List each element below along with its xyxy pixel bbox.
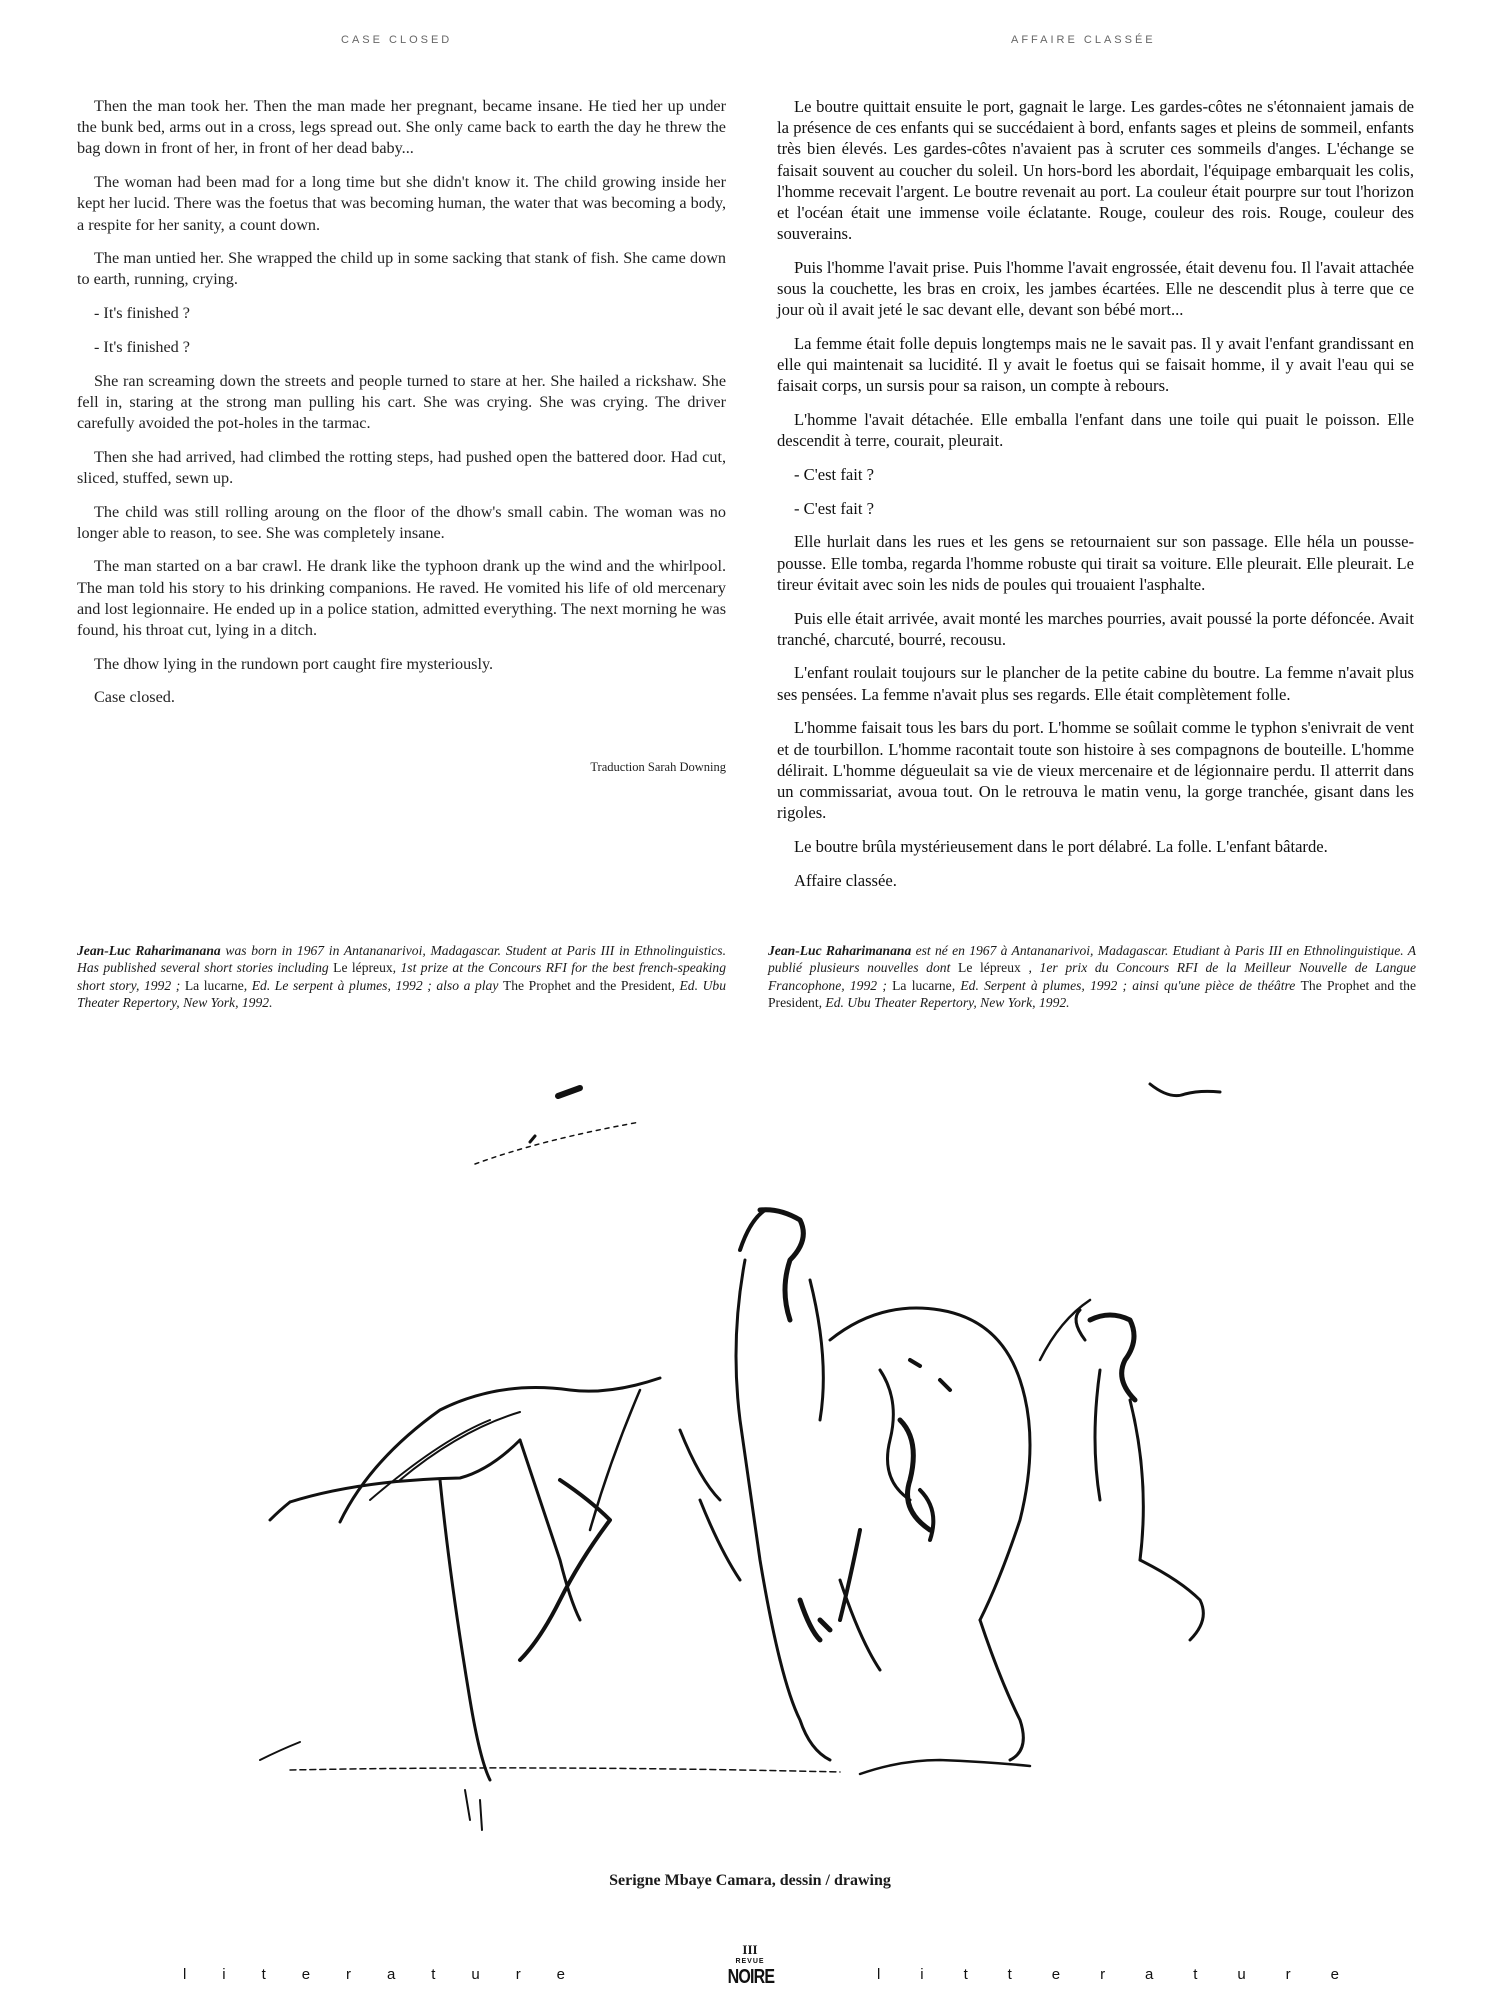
paragraph: Case closed. — [94, 688, 175, 707]
paragraph: The child was still rolling aroung on the floor of the dhow's small cabin. The woman was no longer able to reason, to see. She was completely insane. — [77, 502, 726, 542]
footer-letter: t — [431, 1966, 436, 1983]
footer-letter: e — [1330, 1966, 1339, 1983]
footer-letter: i — [222, 1966, 226, 1983]
paragraph: La femme était folle depuis longtemps mais ne le savait pas. Il y avait l'enfant grandissant en elle qui maintenait sa lucidité. Il y avait le foetus qui se faisait homme, il y avait l'eau qui se faisait corps, un sursis pour sa raison, un compte à rebours. — [777, 334, 1414, 396]
footer-letter: a — [1145, 1966, 1154, 1983]
bio-text: est né en 1967 à Antananarivoi, Madagascar. Etudiant à Paris III en Ethnolinguistique. A publié plusieurs nouvelles dont — [768, 943, 1416, 976]
author-name: Jean-Luc Raharimanana — [77, 943, 221, 958]
paragraph: Le boutre brûla mystérieusement dans le port délabré. La folle. L'enfant bâtarde. — [794, 836, 1328, 856]
running-header-right: AFFAIRE CLASSÉE — [1011, 34, 1156, 46]
french-text-column — [777, 96, 1414, 903]
bio-text: , Ed. Ubu Theater Repertory, New York, 1992. — [818, 994, 1070, 1010]
footer-letter: r — [515, 1966, 521, 1983]
footer-word-right — [877, 1966, 1339, 1983]
paragraph: She ran screaming down the streets and people turned to stare at her. She hailed a rickshaw. She fell in, staring at the strong man pulling his cart. She was crying. She was crying. The driver carefully avoided the pot-holes in the tarmac. — [77, 371, 726, 432]
paragraph: The man untied her. She wrapped the child up in some sacking that stank of fish. She came down to earth, running, crying. — [77, 249, 726, 289]
english-text-column — [77, 96, 726, 721]
paragraph: L'enfant roulait toujours sur le plancher de la petite cabine du boutre. La femme n'avait plus ses pensées. La femme n'avait plus ses regards. Elle était complètement folle. — [777, 663, 1414, 704]
footer-letter: t — [963, 1966, 968, 1983]
dialogue-line: - C'est fait ? — [794, 465, 874, 485]
paragraph: Affaire classée. — [794, 870, 897, 890]
running-header-left: CASE CLOSED — [341, 34, 453, 46]
bio-text: was born in 1967 in Antananarivoi, Madagascar. Student at Paris III in Ethnolinguistics. Has published several short stories including — [77, 943, 726, 976]
revue-noire-logo — [722, 1958, 778, 1988]
author-bio-english — [77, 942, 726, 1011]
work-title: The Prophet and the President — [768, 977, 1416, 1010]
translation-credit: Traduction Sarah Downing — [590, 760, 726, 774]
logo-main-text: NOIRE — [727, 1966, 775, 1988]
paragraph: Elle hurlait dans les rues et les gens se retournaient sur son passage. Elle héla un pousse-pousse. Elle tomba, regarda l'homme robuste qui tirait sa voiture. Elle pleurait. Elle pleurait. Le tireur évitait avec soin les nids de poules qui trouaient l'asphalte. — [777, 532, 1414, 594]
footer-letter: t — [261, 1966, 266, 1983]
footer-letter: a — [386, 1966, 396, 1983]
footer-letter: u — [471, 1966, 480, 1983]
footer-letter: i — [920, 1966, 924, 1983]
footer-letter: l — [183, 1966, 187, 1983]
footer-letter: r — [1285, 1966, 1291, 1983]
paragraph: Then she had arrived, had climbed the rotting steps, had pushed open the battered door. Had cut, sliced, stuffed, sewn up. — [77, 447, 726, 487]
logo-top-text: REVUE — [735, 1958, 765, 1965]
work-title: Le lépreux — [958, 960, 1021, 976]
bio-text: , Ed. Serpent à plumes, 1992 ; ainsi qu'une pièce de théâtre — [951, 977, 1301, 993]
paragraph: The woman had been mad for a long time but she didn't know it. The child growing inside her kept her lucid. There was the foetus that was becoming human, the water that was becoming a body, a respite for her sanity, a count down. — [77, 173, 726, 234]
paragraph: L'homme l'avait détachée. Elle emballa l'enfant dans une toile qui puait le poisson. Elle descendit à terre, courait, pleurait. — [777, 410, 1414, 451]
work-title: La lucarne — [184, 977, 244, 993]
work-title: The Prophet and the President — [502, 977, 672, 993]
paragraph: Puis l'homme l'avait prise. Puis l'homme l'avait engrossée, était devenu fou. Il l'avait attachée sous la couchette, les bras en croix, les jambes écartées. Elle ne descendit plus à terre que ce jour où il avait jeté le sac devant elle, devant son bébé mort... — [777, 257, 1414, 320]
footer-letter: t — [1193, 1966, 1198, 1983]
footer-letter: e — [556, 1966, 565, 1983]
footer-letter: r — [346, 1966, 352, 1983]
bio-text: , Ed. Le serpent à plumes, 1992 ; also a play — [243, 977, 503, 993]
footer-letter: t — [1007, 1966, 1012, 1983]
footer-letter: u — [1237, 1966, 1246, 1983]
page-number: III — [742, 1942, 758, 1957]
footer-word-left — [183, 1966, 565, 1983]
paragraph: Puis elle était arrivée, avait monté les marches pourries, avait poussé la porte défoncée. Avait tranché, charcuté, bourré, recousu. — [777, 608, 1414, 649]
bio-text: , 1st prize at the Concours RFI for the best french-speaking short story, 1992 ; — [77, 960, 727, 993]
paragraph: Le boutre quittait ensuite le port, gagnait le large. Les gardes-côtes ne s'étonnaient jamais de la présence de ces enfants qui se succédaient à bord, enfants sages et pleins de sommeil, enfants très bien élevés. Les gardes-côtes n'avaient pas à scruter ces sommeils d'anges. L'échange se faisait souvent au coucher du soleil. Un hors-bord les abordait, l'équipage embarquait les colis, l'homme recevait l'argent. Le boutre revenait au port. La couleur était pourpre sur tout l'horizon et l'océan était une immense voile éclatante. Rouge, couleur des rois. Rouge, couleur des souverains. — [777, 97, 1414, 244]
paragraph: The man started on a bar crawl. He drank like the typhoon drank up the wind and the whirlpool. The man told his story to his drinking companions. He raved. He vomited his life of old mercenary and lost legionnaire. He ended up in a police station, admitted everything. The next morning he was found, his throat cut, lying in a ditch. — [77, 557, 726, 640]
paragraph: Then the man took her. Then the man made her pregnant, became insane. He tied her up under the bunk bed, arms out in a cross, legs spread out. She only came back to earth the day he threw the bag down in front of her, in front of her dead baby... — [77, 97, 726, 158]
work-title: La lucarne — [892, 977, 952, 993]
bio-text: , Ed. Ubu Theater Repertory, New York, 1992. — [77, 977, 726, 1010]
dialogue-line: - It's finished ? — [94, 337, 190, 356]
drawing-caption: Serigne Mbaye Camara, dessin / drawing — [609, 1872, 891, 1889]
footer-letter: l — [877, 1966, 881, 1983]
paragraph: L'homme faisait tous les bars du port. L'homme se soûlait comme le typhon s'enivrait de vent et de tourbillon. L'homme racontait toute son histoire à ses compagnons de bouteille. L'homme délirait. L'homme dégueulait sa vie de vieux mercenaire et de légionnaire perdu. Il atterrit dans un commissariat, avoua tout. On le retrouva le matin venu, la gorge tranchée, gisant dans les rigoles. — [777, 718, 1414, 823]
dialogue-line: - It's finished ? — [94, 304, 190, 323]
footer-letter: r — [1100, 1966, 1106, 1983]
author-name: Jean-Luc Raharimanana — [768, 943, 912, 958]
footer-letter: e — [301, 1966, 311, 1983]
work-title: Le lépreux — [333, 960, 393, 976]
dialogue-line: - C'est fait ? — [794, 498, 874, 518]
author-bio-french — [768, 942, 1416, 1011]
paragraph: The dhow lying in the rundown port caught fire mysteriously. — [94, 654, 494, 673]
footer-letter: e — [1051, 1966, 1061, 1983]
bio-text: , 1er prix du Concours RFI de la Meilleur Nouvelle de Langue Francophone, 1992 ; — [768, 960, 1416, 993]
ink-drawing — [140, 1060, 1380, 1860]
